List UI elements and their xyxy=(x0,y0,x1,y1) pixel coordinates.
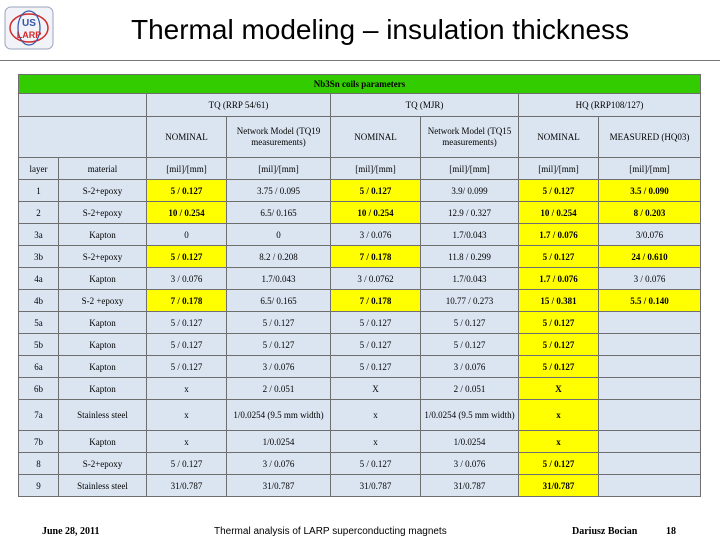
material-cell: Kapton xyxy=(59,312,147,334)
table-row xyxy=(19,224,701,246)
value-cell: 7 / 0.178 xyxy=(331,246,421,268)
value-cell: 1.7/0.043 xyxy=(421,268,519,290)
units-header-cell: layer xyxy=(19,158,59,180)
table-row xyxy=(19,400,701,431)
value-cell: 3 / 0.076 xyxy=(421,453,519,475)
value-cell: 24 / 0.610 xyxy=(599,246,701,268)
subheader-cell: NOMINAL xyxy=(331,117,421,158)
group-header-empty xyxy=(19,94,147,117)
value-cell: 3 / 0.076 xyxy=(227,453,331,475)
value-cell: 3 / 0.076 xyxy=(599,268,701,290)
units-header-cell: [mil]/[mm] xyxy=(519,158,599,180)
value-cell: 3 / 0.076 xyxy=(331,224,421,246)
table-row xyxy=(19,290,701,312)
table-row xyxy=(19,268,701,290)
table-row xyxy=(19,453,701,475)
layer-cell: 6a xyxy=(19,356,59,378)
layer-cell: 3a xyxy=(19,224,59,246)
layer-cell: 1 xyxy=(19,180,59,202)
value-cell: 5 / 0.127 xyxy=(519,180,599,202)
layer-cell: 5b xyxy=(19,334,59,356)
value-cell: x xyxy=(331,400,421,431)
table-row xyxy=(19,431,701,453)
subheader-cell: Network Model (TQ19 measurements) xyxy=(227,117,331,158)
value-cell: 5 / 0.127 xyxy=(421,312,519,334)
value-cell: 8.2 / 0.208 xyxy=(227,246,331,268)
value-cell: X xyxy=(331,378,421,400)
subheader-cell: NOMINAL xyxy=(147,117,227,158)
value-cell: 5 / 0.127 xyxy=(227,334,331,356)
subheader-cell: MEASURED (HQ03) xyxy=(599,117,701,158)
material-cell: Kapton xyxy=(59,431,147,453)
value-cell: 3 / 0.0762 xyxy=(331,268,421,290)
value-cell xyxy=(599,431,701,453)
value-cell xyxy=(599,334,701,356)
units-header-cell: [mil]/[mm] xyxy=(147,158,227,180)
layer-cell: 5a xyxy=(19,312,59,334)
coil-parameters-table xyxy=(18,74,701,497)
value-cell: 1.7 / 0.076 xyxy=(519,268,599,290)
group-header-tq-rrp: TQ (RRP 54/61) xyxy=(147,94,331,117)
value-cell: x xyxy=(519,431,599,453)
value-cell: 31/0.787 xyxy=(227,475,331,497)
layer-cell: 6b xyxy=(19,378,59,400)
value-cell: 5.5 / 0.140 xyxy=(599,290,701,312)
value-cell: x xyxy=(331,431,421,453)
value-cell: 2 / 0.051 xyxy=(227,378,331,400)
layer-cell: 4b xyxy=(19,290,59,312)
value-cell xyxy=(599,400,701,431)
value-cell: 5 / 0.127 xyxy=(147,180,227,202)
subheader-cell: NOMINAL xyxy=(519,117,599,158)
value-cell: 6.5/ 0.165 xyxy=(227,290,331,312)
value-cell: 3.9/ 0.099 xyxy=(421,180,519,202)
value-cell: 1/0.0254 (9.5 mm width) xyxy=(227,400,331,431)
value-cell: 5 / 0.127 xyxy=(519,334,599,356)
layer-cell: 7a xyxy=(19,400,59,431)
value-cell: 1/0.0254 xyxy=(227,431,331,453)
table-row xyxy=(19,180,701,202)
value-cell xyxy=(599,453,701,475)
material-cell: Stainless steel xyxy=(59,475,147,497)
group-header-tq-mjr: TQ (MJR) xyxy=(331,94,519,117)
value-cell: 0 xyxy=(147,224,227,246)
value-cell: 5 / 0.127 xyxy=(147,246,227,268)
footer-date: June 28, 2011 xyxy=(42,526,100,537)
units-header-cell: [mil]/[mm] xyxy=(421,158,519,180)
value-cell: 6.5/ 0.165 xyxy=(227,202,331,224)
value-cell: x xyxy=(147,400,227,431)
value-cell xyxy=(599,312,701,334)
value-cell: 1.7/0.043 xyxy=(421,224,519,246)
title-divider xyxy=(0,60,720,61)
value-cell: 5 / 0.127 xyxy=(331,356,421,378)
material-cell: S-2 +epoxy xyxy=(59,290,147,312)
value-cell: 5 / 0.127 xyxy=(331,334,421,356)
value-cell: 0 xyxy=(227,224,331,246)
value-cell: 5 / 0.127 xyxy=(331,453,421,475)
units-header-cell: [mil]/[mm] xyxy=(599,158,701,180)
material-cell: Kapton xyxy=(59,378,147,400)
value-cell: 5 / 0.127 xyxy=(519,356,599,378)
table-row xyxy=(19,334,701,356)
value-cell: 5 / 0.127 xyxy=(147,312,227,334)
page-number: 18 xyxy=(666,526,676,537)
value-cell: 10 / 0.254 xyxy=(147,202,227,224)
value-cell: 5 / 0.127 xyxy=(331,180,421,202)
value-cell xyxy=(599,475,701,497)
layer-cell: 9 xyxy=(19,475,59,497)
value-cell: 10 / 0.254 xyxy=(519,202,599,224)
value-cell: 5 / 0.127 xyxy=(331,312,421,334)
table-row xyxy=(19,378,701,400)
value-cell: 5 / 0.127 xyxy=(519,246,599,268)
material-cell: Kapton xyxy=(59,356,147,378)
value-cell: 31/0.787 xyxy=(421,475,519,497)
value-cell: 3.75 / 0.095 xyxy=(227,180,331,202)
value-cell: 3/0.076 xyxy=(599,224,701,246)
value-cell: x xyxy=(519,400,599,431)
footer-title: Thermal analysis of LARP superconducting magnets xyxy=(214,526,447,537)
us-larp-logo xyxy=(4,6,54,50)
value-cell: 3.5 / 0.090 xyxy=(599,180,701,202)
table-row xyxy=(19,312,701,334)
value-cell: 5 / 0.127 xyxy=(147,356,227,378)
value-cell: 5 / 0.127 xyxy=(227,312,331,334)
value-cell: x xyxy=(147,378,227,400)
table-row xyxy=(19,246,701,268)
table-row xyxy=(19,475,701,497)
material-cell: S-2+epoxy xyxy=(59,180,147,202)
value-cell: 8 / 0.203 xyxy=(599,202,701,224)
value-cell: 3 / 0.076 xyxy=(421,356,519,378)
value-cell: 1.7 / 0.076 xyxy=(519,224,599,246)
material-cell: Stainless steel xyxy=(59,400,147,431)
group-header-hq: HQ (RRP108/127) xyxy=(519,94,701,117)
material-cell: S-2+epoxy xyxy=(59,453,147,475)
value-cell: 1/0.0254 xyxy=(421,431,519,453)
value-cell: 3 / 0.076 xyxy=(147,268,227,290)
value-cell: X xyxy=(519,378,599,400)
units-header-cell: [mil]/[mm] xyxy=(331,158,421,180)
layer-cell: 2 xyxy=(19,202,59,224)
value-cell: 7 / 0.178 xyxy=(147,290,227,312)
table-row xyxy=(19,356,701,378)
subheader-empty xyxy=(19,117,147,158)
value-cell: 1/0.0254 (9.5 mm width) xyxy=(421,400,519,431)
value-cell: 10.77 / 0.273 xyxy=(421,290,519,312)
value-cell: 5 / 0.127 xyxy=(519,453,599,475)
value-cell: 5 / 0.127 xyxy=(147,334,227,356)
layer-cell: 8 xyxy=(19,453,59,475)
units-header-cell: [mil]/[mm] xyxy=(227,158,331,180)
material-cell: Kapton xyxy=(59,268,147,290)
material-cell: S-2+epoxy xyxy=(59,202,147,224)
value-cell: 11.8 / 0.299 xyxy=(421,246,519,268)
footer-author: Dariusz Bocian xyxy=(572,526,638,537)
subheader-cell: Network Model (TQ15 measurements) xyxy=(421,117,519,158)
value-cell: 3 / 0.076 xyxy=(227,356,331,378)
value-cell: 5 / 0.127 xyxy=(519,312,599,334)
value-cell: 7 / 0.178 xyxy=(331,290,421,312)
value-cell: x xyxy=(147,431,227,453)
value-cell: 5 / 0.127 xyxy=(147,453,227,475)
material-cell: Kapton xyxy=(59,334,147,356)
layer-cell: 4a xyxy=(19,268,59,290)
layer-cell: 3b xyxy=(19,246,59,268)
value-cell: 10 / 0.254 xyxy=(331,202,421,224)
value-cell: 31/0.787 xyxy=(147,475,227,497)
value-cell: 31/0.787 xyxy=(331,475,421,497)
material-cell: Kapton xyxy=(59,224,147,246)
value-cell: 15 / 0.381 xyxy=(519,290,599,312)
layer-cell: 7b xyxy=(19,431,59,453)
value-cell: 1.7/0.043 xyxy=(227,268,331,290)
logo-line1: US xyxy=(22,18,36,29)
value-cell: 31/0.787 xyxy=(519,475,599,497)
value-cell: 2 / 0.051 xyxy=(421,378,519,400)
table-main-header: Nb3Sn coils parameters xyxy=(19,75,701,94)
material-cell: S-2+epoxy xyxy=(59,246,147,268)
value-cell xyxy=(599,378,701,400)
value-cell: 5 / 0.127 xyxy=(421,334,519,356)
table-row xyxy=(19,202,701,224)
value-cell: 12.9 / 0.327 xyxy=(421,202,519,224)
logo-line2: LARP xyxy=(16,30,42,40)
units-header-cell: material xyxy=(59,158,147,180)
value-cell xyxy=(599,356,701,378)
slide-title: Thermal modeling – insulation thickness xyxy=(130,14,630,45)
